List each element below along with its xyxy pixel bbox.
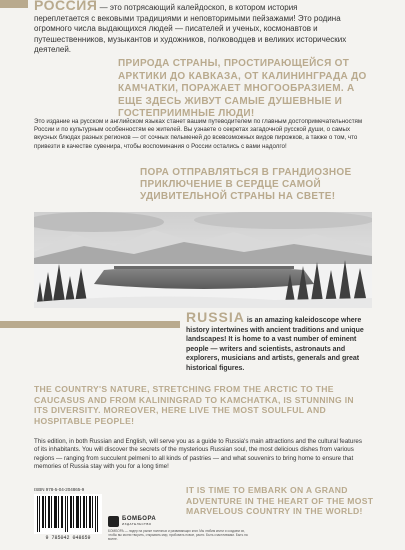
publisher-tagline: БОМБОРА — лидер на рынке полезных и развивающих книг. Мы любим книги и создаем их, чтобы вы могли творить, открывать мир, пробовать новое, расти. Быть счастливыми. Быть на волне. [108, 529, 248, 541]
en-intro-paragraph [186, 309, 376, 373]
en-lead-word: RUSSIA [186, 309, 245, 325]
ru-adventure-heading: ПОРА ОТПРАВЛЯТЬСЯ В ГРАНДИОЗНОЕ ПРИКЛЮЧЕНИЕ В СЕРДЦЕ САМОЙ УДИВИТЕЛЬНОЙ СТРАНЫ НА СВЕТЕ! [140, 167, 352, 202]
accent-bar-top [0, 0, 28, 8]
barcode-number: 9 785042 048659 [45, 535, 91, 541]
torn-edge [0, 540, 405, 550]
en-intro-text: is an amazing kaleidoscope where history intertwines with ancient traditions and unique landscapes! It is home to a vast number of eminent people — writers and scientists, astronauts and explorers, musicians and artists, generals and great historical figures. [186, 317, 364, 372]
ru-lead-word: РОССИЯ [34, 0, 98, 13]
ru-quote: ПРИРОДА СТРАНЫ, ПРОСТИРАЮЩЕЙСЯ ОТ АРКТИКИ ДО КАВКАЗА, ОТ КАЛИНИНГРАДА ДО КАМЧАТКИ, ПОРАЖАЕТ МНОГООБРАЗИЕМ. А ЕЩЕ ЗДЕСЬ ЖИВУТ САМЫЕ ДУШЕВНЫЕ И ГОСТЕПРИИМНЫЕ ЛЮДИ! [118, 58, 367, 119]
en-body-paragraph: This edition, in both Russian and English, will serve you as a guide to Russia's main attractions and the cultural features of its inhabitants. You will discover the secrets of the mysterious Russian soul, the most delicious dishes from various regions — ranging from succulent pelmeni to all kinds of pastries — and what souvenirs to bring home to ensure that memories of Russia stay with you for a long time! [34, 438, 362, 470]
ru-intro-text: — это потрясающий калейдоскоп, в котором история переплетается с вековыми традициями и неповторимыми пейзажами! Это родина огромного числа выдающихся людей — писателей и ученых, космонавтов и путешественников, музыкантов и художников, полководцев и великих исторических деятелей. [34, 3, 347, 54]
isbn-label: ISBN 978-5-04-204865-9 [34, 487, 85, 492]
ru-body-paragraph: Это издание на русском и английском языках станет вашим путеводителем по главным достопримечательностям России и по культурным особенностям ее жителей. Вы узнаете о секретах загадочной русской души, о самых вкусных блюдах разных регионов — от сочных пельменей до всевозможных видов пирожков, а также о том, что привезти в качестве сувенира, чтобы воспоминания о России остались с вами надолго! [34, 118, 363, 150]
publisher-name: БОМБОРА [122, 516, 157, 522]
winter-lake-photo [34, 212, 372, 308]
accent-bar-russia [0, 321, 180, 328]
en-adventure-heading: IT IS TIME TO EMBARK ON A GRAND ADVENTURE IN THE HEART OF THE MOST MARVELOUS COUNTRY IN THE WORLD! [186, 485, 374, 516]
ru-intro-paragraph [34, 0, 354, 56]
barcode [34, 494, 102, 534]
publisher-logo [108, 515, 156, 527]
publisher-mark-icon [108, 516, 119, 527]
publisher-sub: ИЗДАТЕЛЬСТВО [122, 522, 152, 526]
en-quote: THE COUNTRY'S NATURE, STRETCHING FROM THE ARCTIC TO THE CAUCASUS AND FROM KALININGRAD TO KAMCHATKA, IS STUNNING IN ITS DIVERSITY. MOREOVER, HERE LIVE THE MOST SOULFUL AND HOSPITABLE PEOPLE! [34, 384, 354, 426]
